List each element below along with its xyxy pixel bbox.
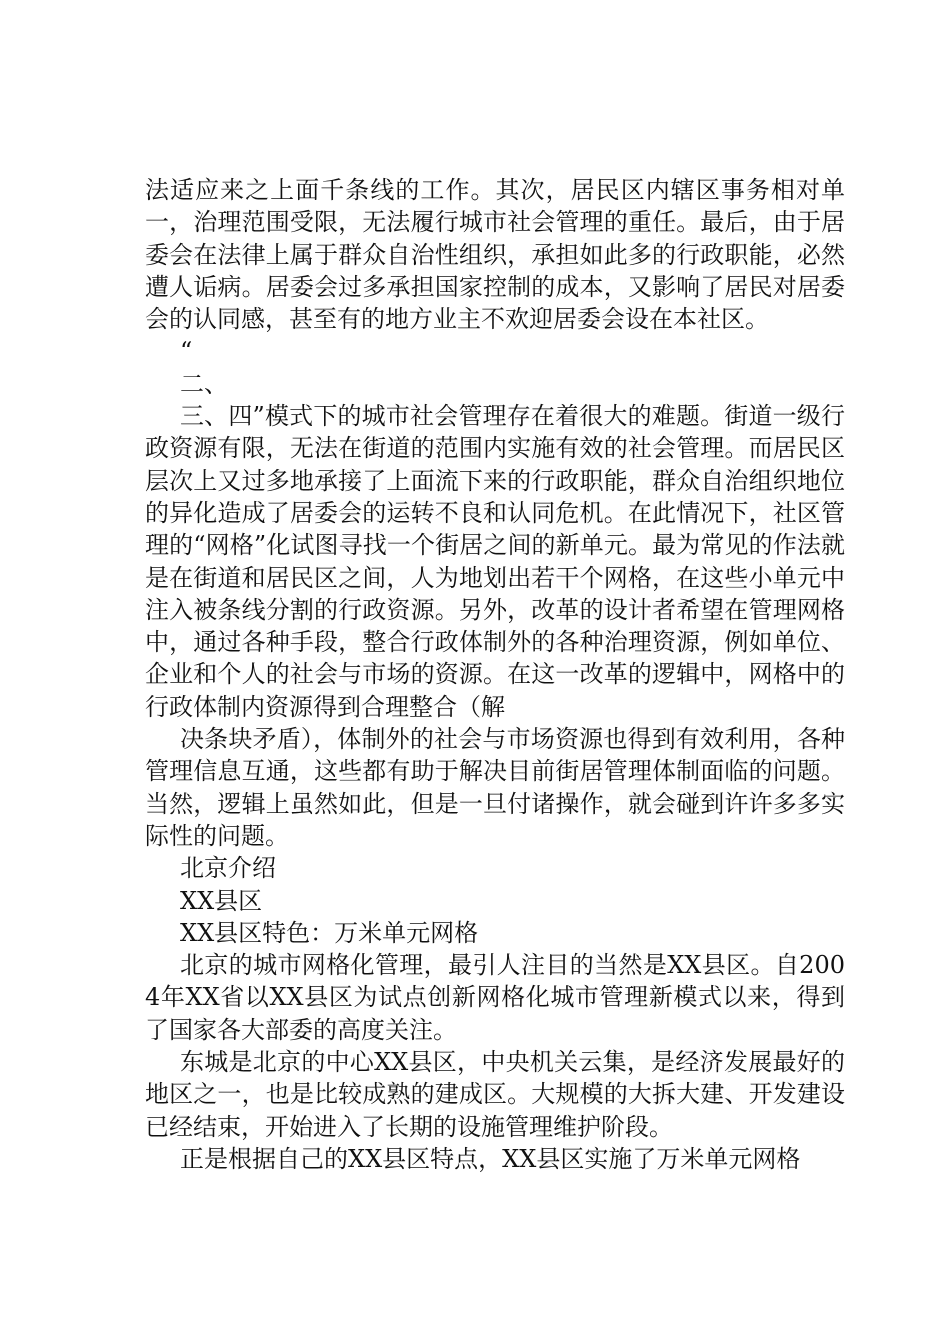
- paragraph-section-three: 三、四”模式下的城市社会管理存在着很大的难题。街道一级行政资源有限，无法在街道的范围内实施有效的社会管理。而居民区层次上又过多地承接了上面流下来的行政职能，群众自治组织地位的异化造成了居委会的运转不良和认同危机。在此情况下，社区管理的“网格”化试图寻找一个街居之间的新单元。最为常见的作法就是在街道和居民区之间，人为地划出若干个网格，在这些小单元中注入被条线分割的行政资源。另外，改革的设计者希望在管理网格中，通过各种手段，整合行政体制外的各种治理资源，例如单位、企业和个人的社会与市场的资源。在这一改革的逻辑中，网格中的行政体制内资源得到合理整合（解: [145, 402, 845, 721]
- paragraph-dongcheng: 东城是北京的中心XX县区，中央机关云集，是经济发展最好的地区之一，也是比较成熟的建成区。大规模的大拆大建、开发建设已经结束，开始进入了长期的设施管理维护阶段。: [145, 1048, 845, 1141]
- paragraph-implementation: 正是根据自己的XX县区特点，XX县区实施了万米单元网格: [180, 1144, 801, 1173]
- paragraph-section-two: 二、: [180, 369, 228, 398]
- heading-county: XX县区: [180, 886, 263, 915]
- paragraph-quote-mark: “: [180, 337, 193, 366]
- paragraph-continuation: 决条块矛盾），体制外的社会与市场资源也得到有效利用，各种管理信息互通，这些都有助于解决目前街居管理体制面临的问题。当然，逻辑上虽然如此，但是一旦付诸操作，就会碰到许许多多实际性的问题。: [145, 725, 845, 850]
- paragraph-beijing-grid: 北京的城市网格化管理，最引人注目的当然是XX县区。自2004年XX省以XX县区为试点创新网格化城市管理新模式以来，得到了国家各大部委的高度关注。: [145, 951, 845, 1044]
- heading-county-feature: XX县区特色：万米单元网格: [180, 918, 479, 947]
- paragraph-1: 法适应来之上面千条线的工作。其次，居民区内辖区事务相对单一，治理范围受限，无法履行城市社会管理的重任。最后，由于居委会在法律上属于群众自治性组织，承担如此多的行政职能，必然遭人诟病。居委会过多承担国家控制的成本，又影响了居民对居委会的认同感，甚至有的地方业主不欢迎居委会设在本社区。: [145, 176, 845, 334]
- heading-beijing-intro: 北京介绍: [180, 854, 276, 883]
- document-body: [145, 174, 845, 1175]
